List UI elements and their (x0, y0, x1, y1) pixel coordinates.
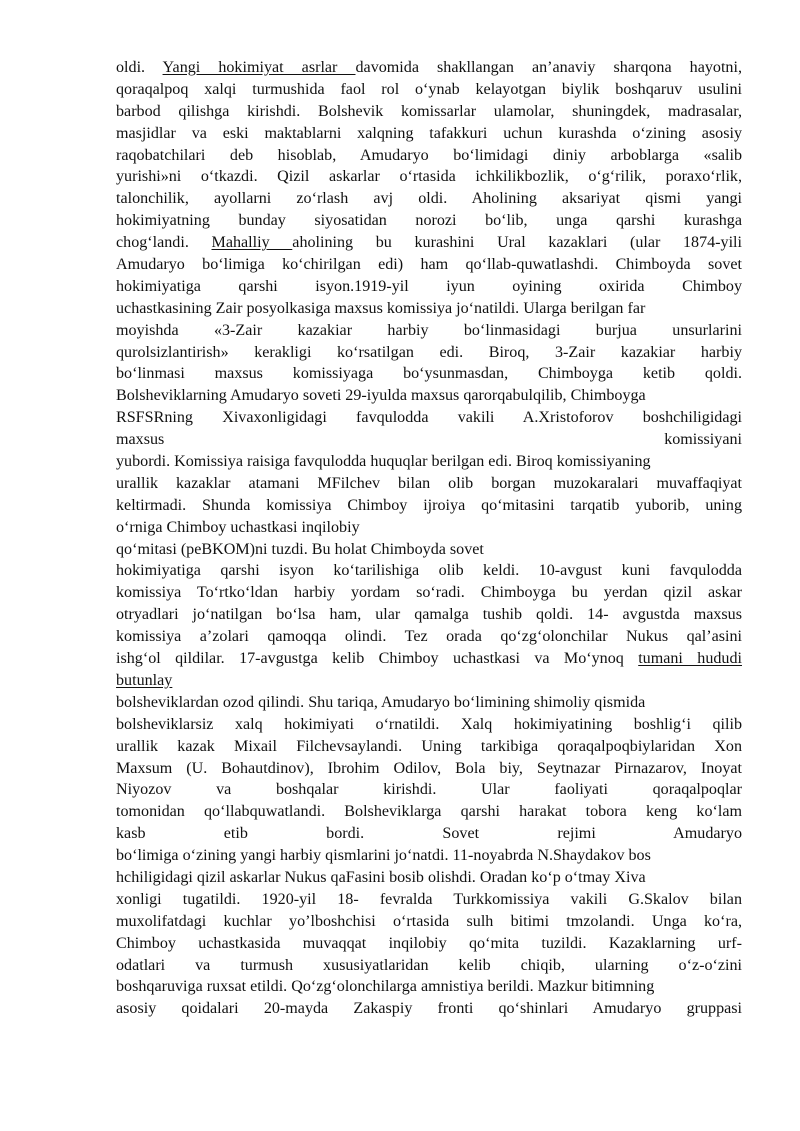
text-segment: aholining bu kurashini Ural kazaklari (ular 1874-yili (292, 234, 743, 252)
text-line: o‘rniga Chimboy uchastkasi inqilobiy (116, 518, 360, 536)
text-line: xonligi tugatildi. 1920-yil 18- fevralda Turkkomissiya vakili G.Skalov bilan (116, 890, 742, 908)
text-line (116, 57, 742, 79)
text-line: komissiya To‘rtko‘ldan harbiy yordam so‘radi. Chimboyga bu yerdan qizil askar (116, 584, 742, 602)
text-line: muxolifatdagi kuchlar yo’lboshchisi o‘rtasida sulh bitimi tmzolandi. Unga ko‘ra, (116, 912, 742, 930)
text-line: qoraqalpoq xalqi turmushida faol rol o‘ynab kelayotgan biylik boshqaruv usulini (116, 80, 742, 98)
underlined-phrase: Yangi hokimiyat asrlar (162, 59, 356, 76)
text-line: kasb etib bordi. Sovet rejimi Amudaryo (116, 825, 742, 843)
underlined-phrase: butunlay (116, 671, 173, 689)
text-line: qurolsizlantirish» kerakligi ko‘rsatilgan edi. Biroq, 3-Zair kazakiar harbiy (116, 343, 742, 361)
text-line (116, 232, 742, 254)
text-line: hokimiyatiga qarshi isyon.1919-yil iyun oyining oxirida Chimboy (116, 277, 742, 295)
text-line: Bolsheviklarning Amudaryo soveti 29-iyulda maxsus qarorqabulqilib, Chimboyga (116, 387, 646, 405)
document-body-text (116, 57, 742, 1020)
text-line: bo‘limiga o‘zining yangi harbiy qismlarini jo‘natdi. 11-noyabrda N.Shaydakov bos (116, 847, 651, 865)
text-line (116, 648, 742, 670)
text-line (116, 670, 742, 692)
text-line: Niyozov va boshqalar kirishdi. Ular faoliyati qoraqalpoqlar (116, 781, 742, 799)
text-line: urallik kazak Mixail Filchevsaylandi. Uning tarkibiga qoraqalpoqbiylaridan Xon (116, 737, 742, 755)
text-line: Chimboy uchastkasida muvaqqat inqilobiy qo‘mita tuzildi. Kazaklarning urf- (116, 934, 742, 952)
text-line: RSFSRning Xivaxonligidagi favqulodda vakili A.Xristoforov boshchiligidagi (116, 409, 742, 427)
text-segment: chog‘landi. (116, 234, 212, 252)
text-line: yubordi. Komissiya raisiga favqulodda huquqlar berilgan edi. Biroq komissiyaning (116, 453, 651, 471)
text-line: bo‘linmasi maxsus komissiyaga bo‘ysunmasdan, Chimboyga ketib qoldi. (116, 365, 742, 383)
text-line: barbod qilishga kirishdi. Bolshevik komissarlar ulamolar, shuningdek, madrasalar, (116, 102, 742, 120)
text-line: hchiligidagi qizil askarlar Nukus qaFasini bosib olishdi. Oradan ko‘p o‘tmay Xiva (116, 868, 646, 886)
text-line: moyishda «3-Zair kazakiar harbiy bo‘linmasidagi burjua unsurlarini (116, 321, 742, 339)
text-line: bolsheviklarsiz xalq hokimiyati o‘rnatildi. Xalq hokimiyatining boshlig‘i qilib (116, 715, 742, 733)
text-line: yurishi»ni o‘tkazdi. Qizil askarlar o‘rtasida ichkilikbozlik, o‘g‘rilik, poraxo‘rlik, (116, 168, 742, 186)
underlined-phrase: Mahalliy (211, 234, 293, 252)
text-line: tomonidan qo‘llabquwatlandi. Bolsheviklarga qarshi harakat tobora keng ko‘lam (116, 803, 742, 821)
text-line: talonchilik, ayollarni zo‘rlash avj oldi. Aholining aksariyat qismi yangi (116, 190, 742, 208)
text-segment: oldi. (116, 59, 163, 76)
text-line: boshqaruviga ruxsat etildi. Qo‘zg‘olonchilarga amnistiya berildi. Mazkur bitimning (116, 978, 655, 996)
text-line: odatlari va turmush xususiyatlaridan kelib chiqib, ularning o‘z-o‘zini (116, 956, 742, 974)
text-line: Maxsum (U. Bohautdinov), Ibrohim Odilov, Bola biy, Seytnazar Pirnazarov, Inoyat (116, 759, 742, 777)
text-line: masjidlar va eski maktablarni xalqning tafakkuri uchun kurashda o‘zining asosiy (116, 124, 742, 142)
text-line: urallik kazaklar atamani MFilchev bilan olib borgan muzokaralari muvaffaqiyat (116, 474, 742, 492)
underlined-phrase: tumani hududi (638, 650, 742, 668)
text-line: raqobatchilari deb hisoblab, Amudaryo bo‘limidagi diniy arboblarga «salib (116, 146, 742, 164)
text-line: bolsheviklardan ozod qilindi. Shu tariqa, Amudaryo bo‘limining shimoliy qismida (116, 693, 646, 711)
text-segment: ishg‘ol qildilar. 17-avgustga kelib Chimboy uchastkasi va Mo‘ynoq (116, 650, 639, 668)
text-line: uchastkasining Zair posyolkasiga maxsus komissiya jo‘natildi. Ularga berilgan far (116, 299, 646, 317)
text-line: hokimiyatiga qarshi isyon ko‘tarilishiga olib keldi. 10-avgust kuni favqulodda (116, 562, 742, 580)
text-line: komissiya a’zolari qamoqqa olindi. Tez orada qo‘zg‘olonchilar Nukus qal’asini (116, 628, 742, 646)
text-segment: davomida shakllangan an’anaviy sharqona hayotni, (355, 59, 742, 76)
text-line: Amudaryo bo‘limiga ko‘chirilgan edi) ham qo‘llab-quwatlashdi. Chimboyda sovet (116, 256, 742, 274)
text-line: qo‘mitasi (peBKOM)ni tuzdi. Bu holat Chimboyda sovet (116, 540, 484, 558)
text-line: asosiy qoidalari 20-mayda Zakaspiy fronti qo‘shinlari Amudaryo gruppasi (116, 1000, 742, 1018)
text-line: maxsus komissiyani (116, 431, 742, 449)
text-line: hokimiyatning bunday siyosatidan norozi bo‘lib, unga qarshi kurashga (116, 212, 742, 230)
text-line: otryadlari jo‘natilgan bo‘lsa ham, ular qamalga tushib qoldi. 14- avgustda maxsus (116, 606, 742, 624)
text-line: keltirmadi. Shunda komissiya Chimboy ijroiya qo‘mitasini tarqatib yuborib, uning (116, 496, 742, 514)
